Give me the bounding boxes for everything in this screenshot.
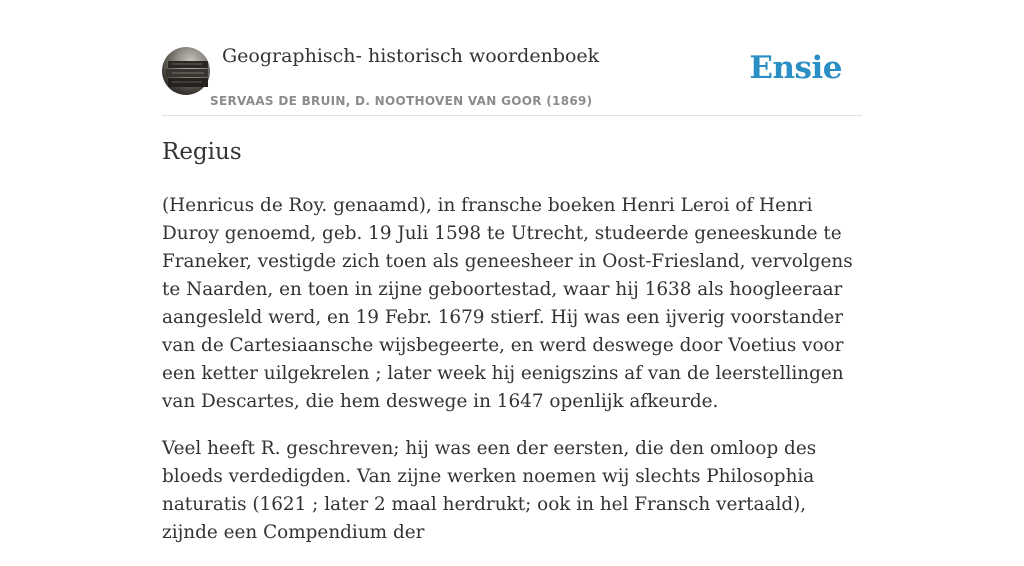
book-authors: SERVAAS DE BRUIN, D. NOOTHOVEN VAN GOOR (1869) — [210, 94, 593, 108]
entry-body — [162, 192, 862, 566]
book-cover-icon[interactable] — [162, 47, 210, 95]
entry-title: Regius — [162, 139, 242, 165]
entry-paragraph: Veel heeft R. geschreven; hij was een der eersten, die den omloop des bloeds verdedigden. Van zijne werken noemen wij slechts Philosophia naturatis (1621 ; later 2 maal herdrukt; ook in hel Fransch vertaald), zijnde een Compendium der — [162, 438, 817, 543]
book-title[interactable]: Geographisch- historisch woordenboek — [222, 45, 600, 67]
ensie-logo[interactable]: Ensie — [749, 50, 842, 86]
page — [162, 0, 862, 543]
entry-paragraph: (Henricus de Roy. genaamd), in fransche boeken Henri Leroi of Henri Duroy genoemd, geb. 19 Juli 1598 te Utrecht, studeerde geneeskunde te Franeker, vestigde zich toen als geneesheer in Oost-Friesland, vervolgens te Naarden, en toen in zijne geboortestad, waar hij 1638 als hoogleeraar aangesleld werd, en 19 Febr. 1679 stierf. Hij was een ijverig voorstander van de Cartesiaansche wijsbegeerte, en werd deswege door Voetius voor een ketter uilgekrelen ; later week hij eenigszins af van de leerstellingen van Descartes, die hem deswege in 1647 openlijk afkeurde. — [162, 195, 853, 412]
header — [162, 0, 862, 116]
